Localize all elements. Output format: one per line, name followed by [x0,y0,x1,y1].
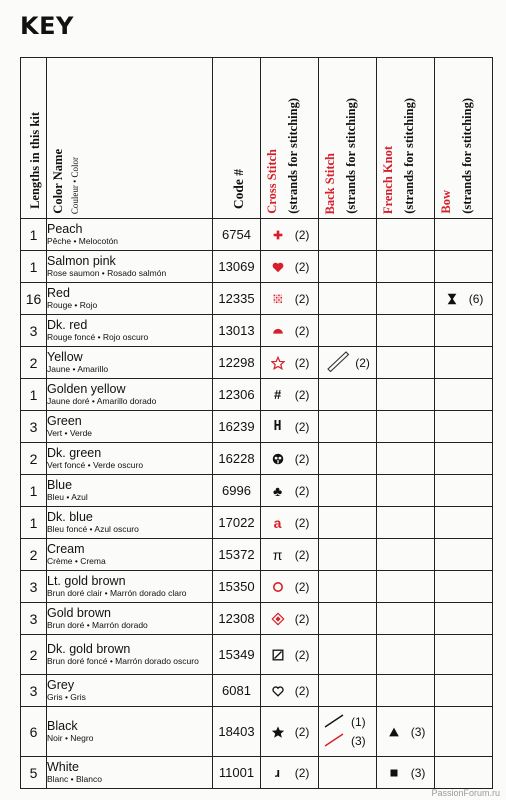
square-icon [386,765,402,781]
row-color-name [47,315,213,347]
row-length: 2 [21,443,47,475]
cross-stitch-strands: (2) [294,611,310,626]
row-color-name [47,603,213,635]
row-length: 2 [21,539,47,571]
row-french-knot [377,219,435,251]
row-code: 6081 [213,675,261,707]
color-name-en: Gold brown [47,605,111,620]
row-length: 1 [21,475,47,507]
table-row [21,443,493,475]
row-back-stitch [319,283,377,315]
row-back-stitch [319,347,377,379]
row-cross-stitch [261,571,319,603]
row-back-stitch [319,757,377,789]
page-title: KEY [20,12,74,40]
pi-icon: π [272,546,283,563]
table-row [21,707,493,757]
table-row [21,219,493,251]
row-bow [435,475,493,507]
row-bow [435,379,493,411]
color-name-en: White [47,759,79,774]
color-name-translations: Brun doré clair • Marrón dorado claro [47,588,187,599]
cross-stitch-strands: (2) [294,724,310,739]
row-code: 11001 [213,757,261,789]
row-color-name [47,757,213,789]
plus-red-icon [270,227,286,243]
row-color-name [47,507,213,539]
color-name-translations: Jaune • Amarillo [47,364,109,375]
back-stitch-strands: (2) [355,355,370,370]
row-color-name [47,635,213,675]
heart-outline-icon [270,683,286,699]
row-bow [435,539,493,571]
row-back-stitch [319,251,377,283]
color-name-translations: Bleu foncé • Azul oscuro [47,524,139,535]
color-name-en: Peach [47,221,83,236]
row-code: 18403 [213,707,261,757]
color-name-en: Black [47,718,78,733]
cross-stitch-strands: (2) [294,579,310,594]
row-color-name [47,251,213,283]
row-code: 15350 [213,571,261,603]
color-name-translations: Noir • Negro [47,733,94,744]
row-french-knot [377,411,435,443]
row-length: 6 [21,707,47,757]
header-french-knot: French Knot (strands for stitching) [377,58,435,219]
header-cross-stitch: Cross Stitch (strands for stitching) [261,58,319,219]
cross-stitch-strands: (2) [294,683,310,698]
table-row [21,757,493,789]
row-french-knot [377,635,435,675]
cross-stitch-strands: (2) [294,451,310,466]
row-length: 1 [21,251,47,283]
cross-stitch-strands: (2) [294,387,310,402]
cross-stitch-strands: (2) [294,291,310,306]
row-cross-stitch [261,757,319,789]
row-bow [435,251,493,283]
row-french-knot [377,315,435,347]
table-row [21,507,493,539]
row-back-stitch [319,475,377,507]
row-french-knot [377,347,435,379]
row-french-knot [377,707,435,757]
row-color-name [47,219,213,251]
header-color-name-label: Color Name [51,149,65,214]
table-row [21,675,493,707]
row-french-knot [377,507,435,539]
cross-stitch-strands: (2) [294,483,310,498]
row-back-stitch [319,219,377,251]
row-length: 3 [21,571,47,603]
row-code: 6754 [213,219,261,251]
row-bow [435,675,493,707]
color-name-translations: Vert foncé • Verde oscuro [47,460,144,471]
row-cross-stitch [261,283,319,315]
key-table-body [21,219,493,789]
color-name-en: Dk. red [47,317,88,332]
color-name-translations: Brun doré foncé • Marrón dorado oscuro [47,656,199,667]
color-name-en: Golden yellow [47,381,126,396]
diagonal-outline-icon [325,350,351,375]
row-back-stitch [319,707,377,757]
row-color-name [47,283,213,315]
row-bow [435,707,493,757]
row-length: 3 [21,675,47,707]
club-icon: ♣ [272,482,283,499]
h-letter-icon: H [273,419,282,434]
cross-stitch-strands: (2) [294,547,310,562]
row-cross-stitch [261,475,319,507]
table-row [21,283,493,315]
row-french-knot [377,283,435,315]
color-name-translations: Rouge foncé • Rojo oscuro [47,332,149,343]
row-back-stitch [319,379,377,411]
header-lengths: Lengths in this kit [21,58,47,219]
back-stitch-strands: (1) [351,715,366,729]
diamond-red-icon [270,611,286,627]
row-cross-stitch [261,675,319,707]
row-cross-stitch [261,347,319,379]
row-code: 12306 [213,379,261,411]
row-color-name [47,571,213,603]
color-name-translations: Vert • Verde [47,428,93,439]
hook-icon: ɹ [275,765,281,780]
row-back-stitch [319,411,377,443]
row-color-name [47,675,213,707]
row-bow [435,315,493,347]
color-name-en: Red [47,285,70,300]
color-name-en: Blue [47,477,73,492]
cross-stitch-strands: (2) [294,515,310,530]
row-code: 12335 [213,283,261,315]
french-knot-strands: (3) [410,765,426,780]
row-length: 16 [21,283,47,315]
header-row [21,58,493,219]
row-cross-stitch [261,443,319,475]
row-french-knot [377,379,435,411]
cross-stitch-strands: (2) [294,227,310,242]
color-name-en: Yellow [47,349,83,364]
row-cross-stitch [261,251,319,283]
back-stitch-strands: (3) [351,734,366,748]
hash-icon: # [273,387,282,402]
row-french-knot [377,571,435,603]
row-color-name [47,539,213,571]
header-color-name [47,58,213,219]
table-row [21,411,493,443]
row-cross-stitch [261,539,319,571]
row-cross-stitch [261,635,319,675]
table-row [21,539,493,571]
row-code: 16228 [213,443,261,475]
row-length: 5 [21,757,47,789]
header-color-sub: Couleur • Color [70,156,80,214]
row-length: 1 [21,219,47,251]
table-row [21,571,493,603]
color-name-translations: Rouge • Rojo [47,300,98,311]
color-name-en: Lt. gold brown [47,573,126,588]
ring-red-icon [270,579,286,595]
row-length: 3 [21,411,47,443]
row-bow [435,411,493,443]
table-row [21,315,493,347]
row-length: 2 [21,635,47,675]
color-name-en: Green [47,413,82,428]
color-name-en: Dk. green [47,445,102,460]
triangle-icon [386,724,402,740]
row-code: 12298 [213,347,261,379]
row-color-name [47,411,213,443]
row-length: 3 [21,603,47,635]
row-back-stitch [319,443,377,475]
color-name-en: Cream [47,541,85,556]
row-color-name [47,379,213,411]
row-code: 17022 [213,507,261,539]
row-bow [435,347,493,379]
cross-stitch-strands: (2) [294,355,310,370]
line-black-icon [323,714,345,731]
row-back-stitch [319,507,377,539]
row-french-knot [377,443,435,475]
row-back-stitch [319,603,377,635]
half-circle-red-icon [270,323,286,339]
row-french-knot [377,603,435,635]
color-name-translations: Gris • Gris [47,692,86,703]
table-row [21,347,493,379]
boxed-slash-icon [270,647,286,663]
row-color-name [47,475,213,507]
color-name-en: Grey [47,677,75,692]
color-name-en: Dk. gold brown [47,641,131,656]
row-bow [435,603,493,635]
row-length: 1 [21,507,47,539]
line-red-icon [323,733,345,750]
cross-stitch-strands: (2) [294,765,310,780]
heart-red-icon [270,259,286,275]
row-color-name [47,347,213,379]
french-knot-strands: (3) [410,724,426,739]
color-name-translations: Rose saumon • Rosado salmón [47,268,167,279]
row-bow [435,571,493,603]
row-bow [435,757,493,789]
row-cross-stitch [261,379,319,411]
row-cross-stitch [261,603,319,635]
row-cross-stitch [261,411,319,443]
row-length: 3 [21,315,47,347]
color-name-en: Salmon pink [47,253,116,268]
cross-stitch-strands: (2) [294,647,310,662]
row-bow [435,219,493,251]
row-length: 2 [21,347,47,379]
row-french-knot [377,251,435,283]
color-name-translations: Jaune doré • Amarillo dorado [47,396,157,407]
star-outline-red-icon [270,355,286,371]
row-code: 6996 [213,475,261,507]
color-name-translations: Brun doré • Marrón dorado [47,620,148,631]
row-back-stitch [319,315,377,347]
row-cross-stitch [261,507,319,539]
color-name-translations: Crème • Crema [47,556,106,567]
row-french-knot [377,539,435,571]
hourglass-icon [444,291,460,307]
bow-strands: (6) [468,291,484,306]
color-name-en: Dk. blue [47,509,93,524]
row-cross-stitch [261,315,319,347]
header-code: Code # [213,58,261,219]
row-french-knot [377,757,435,789]
row-back-stitch [319,539,377,571]
table-row [21,251,493,283]
color-name-translations: Pêche • Melocotón [47,236,119,247]
table-row [21,379,493,411]
row-color-name [47,443,213,475]
table-row [21,475,493,507]
row-code: 16239 [213,411,261,443]
row-color-name [47,707,213,757]
header-bow: Bow (strands for stitching) [435,58,493,219]
color-key-table [20,57,493,789]
a-red-icon: a [273,514,282,531]
row-back-stitch [319,571,377,603]
cross-stitch-strands: (2) [294,419,310,434]
row-cross-stitch [261,219,319,251]
row-bow [435,443,493,475]
row-length: 1 [21,379,47,411]
row-code: 15372 [213,539,261,571]
row-code: 13013 [213,315,261,347]
row-back-stitch [319,675,377,707]
watermark: PassionForum.ru [431,788,500,798]
row-bow [435,635,493,675]
row-french-knot [377,475,435,507]
dotted-square-red-icon [270,291,286,307]
row-french-knot [377,675,435,707]
cross-stitch-strands: (2) [294,259,310,274]
row-back-stitch [319,635,377,675]
row-bow [435,283,493,315]
row-cross-stitch [261,707,319,757]
row-bow [435,507,493,539]
star-black-icon [270,724,286,740]
row-code: 13069 [213,251,261,283]
circle-symbol-icon [270,451,286,467]
color-name-translations: Blanc • Blanco [47,774,102,785]
cross-stitch-strands: (2) [294,323,310,338]
row-code: 12308 [213,603,261,635]
table-row [21,635,493,675]
table-row [21,603,493,635]
row-code: 15349 [213,635,261,675]
header-back-stitch: Back Stitch (strands for stitching) [319,58,377,219]
color-name-translations: Bleu • Azul [47,492,88,503]
